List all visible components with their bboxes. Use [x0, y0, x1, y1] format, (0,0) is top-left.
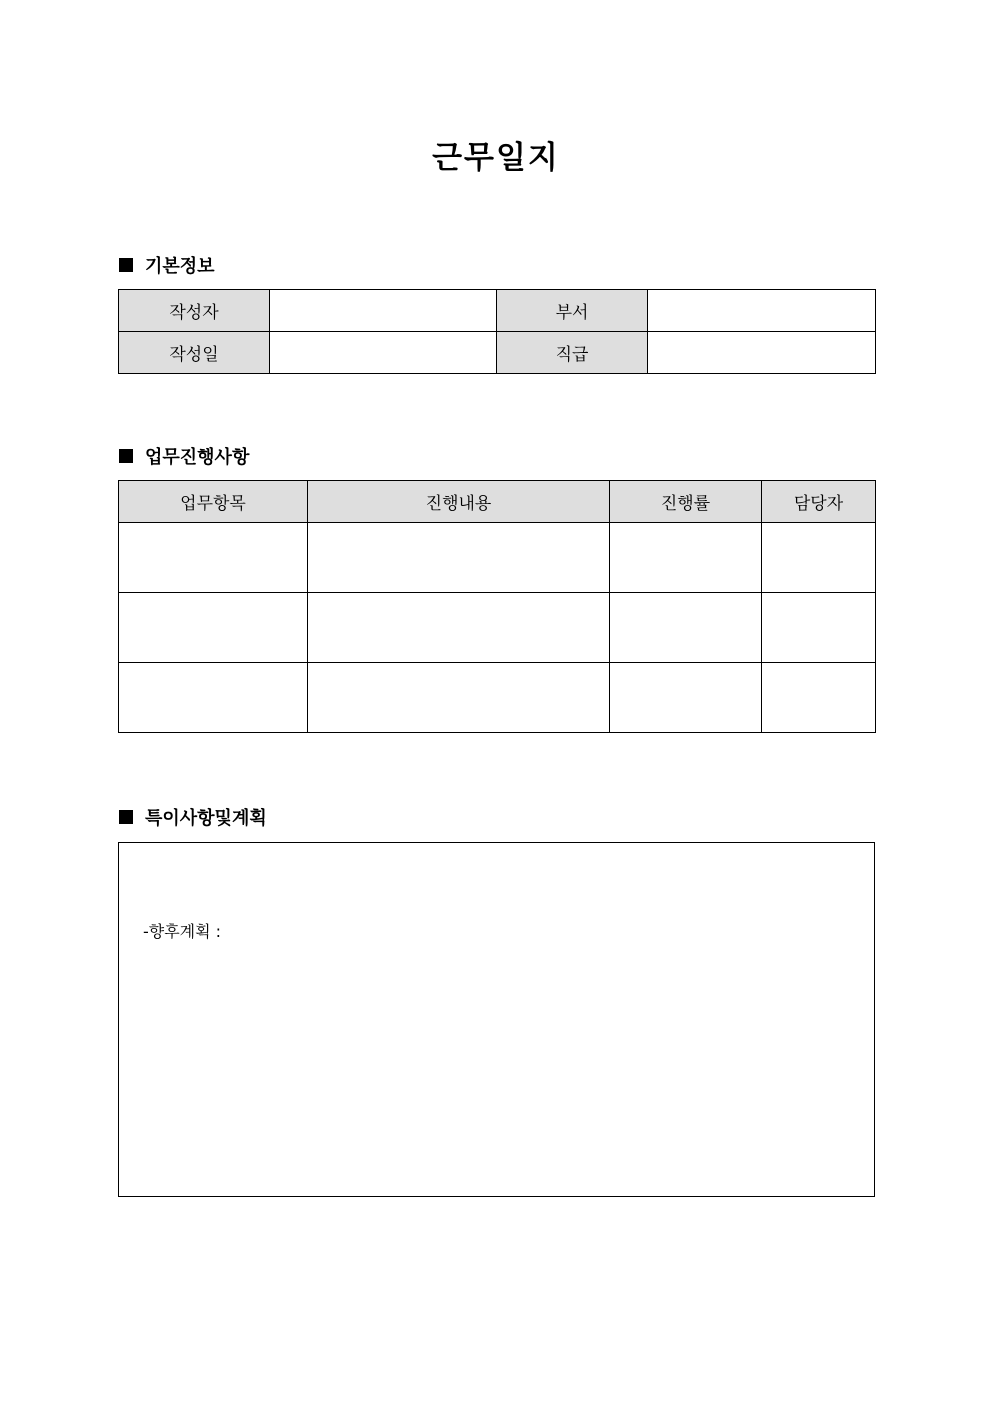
basic-info-table: [118, 289, 876, 374]
department-label: 부서: [497, 290, 648, 332]
progress-rate-cell[interactable]: [610, 663, 762, 733]
progress-rate-cell[interactable]: [610, 593, 762, 663]
content-cell[interactable]: [308, 593, 610, 663]
department-field[interactable]: [648, 290, 876, 332]
table-row: [119, 523, 876, 593]
task-cell[interactable]: [119, 523, 308, 593]
author-label: 작성자: [119, 290, 270, 332]
square-bullet-icon: [119, 449, 133, 463]
assignee-cell[interactable]: [762, 593, 876, 663]
author-field[interactable]: [270, 290, 497, 332]
date-label: 작성일: [119, 332, 270, 374]
section-heading-work-progress: [119, 444, 249, 468]
table-header-row: [119, 481, 876, 523]
section-heading-label: 기본정보: [145, 256, 215, 277]
document-title: 근무일지: [432, 140, 560, 176]
progress-rate-cell[interactable]: [610, 523, 762, 593]
task-cell[interactable]: [119, 593, 308, 663]
content-cell[interactable]: [308, 663, 610, 733]
column-header-assignee: 담당자: [762, 481, 876, 523]
notes-box[interactable]: [118, 842, 875, 1197]
future-plan-line: [143, 919, 221, 942]
assignee-cell[interactable]: [762, 663, 876, 733]
rank-field[interactable]: [648, 332, 876, 374]
section-heading-label: 업무진행사항: [145, 447, 250, 468]
date-field[interactable]: [270, 332, 497, 374]
work-progress-table: [118, 480, 876, 733]
table-row: [119, 593, 876, 663]
section-heading-notes-plans: [119, 805, 267, 829]
column-header-content: 진행내용: [308, 481, 610, 523]
square-bullet-icon: [119, 258, 133, 272]
future-plan-label: -향후계획 :: [143, 922, 222, 941]
column-header-task: 업무항목: [119, 481, 308, 523]
square-bullet-icon: [119, 810, 133, 824]
section-heading-label: 특이사항및계획: [145, 808, 267, 829]
content-cell[interactable]: [308, 523, 610, 593]
section-heading-basic-info: [119, 253, 215, 277]
assignee-cell[interactable]: [762, 523, 876, 593]
rank-label: 직급: [497, 332, 648, 374]
column-header-progress-rate: 진행률: [610, 481, 762, 523]
table-row: [119, 663, 876, 733]
table-row: [119, 290, 876, 332]
table-row: [119, 332, 876, 374]
task-cell[interactable]: [119, 663, 308, 733]
